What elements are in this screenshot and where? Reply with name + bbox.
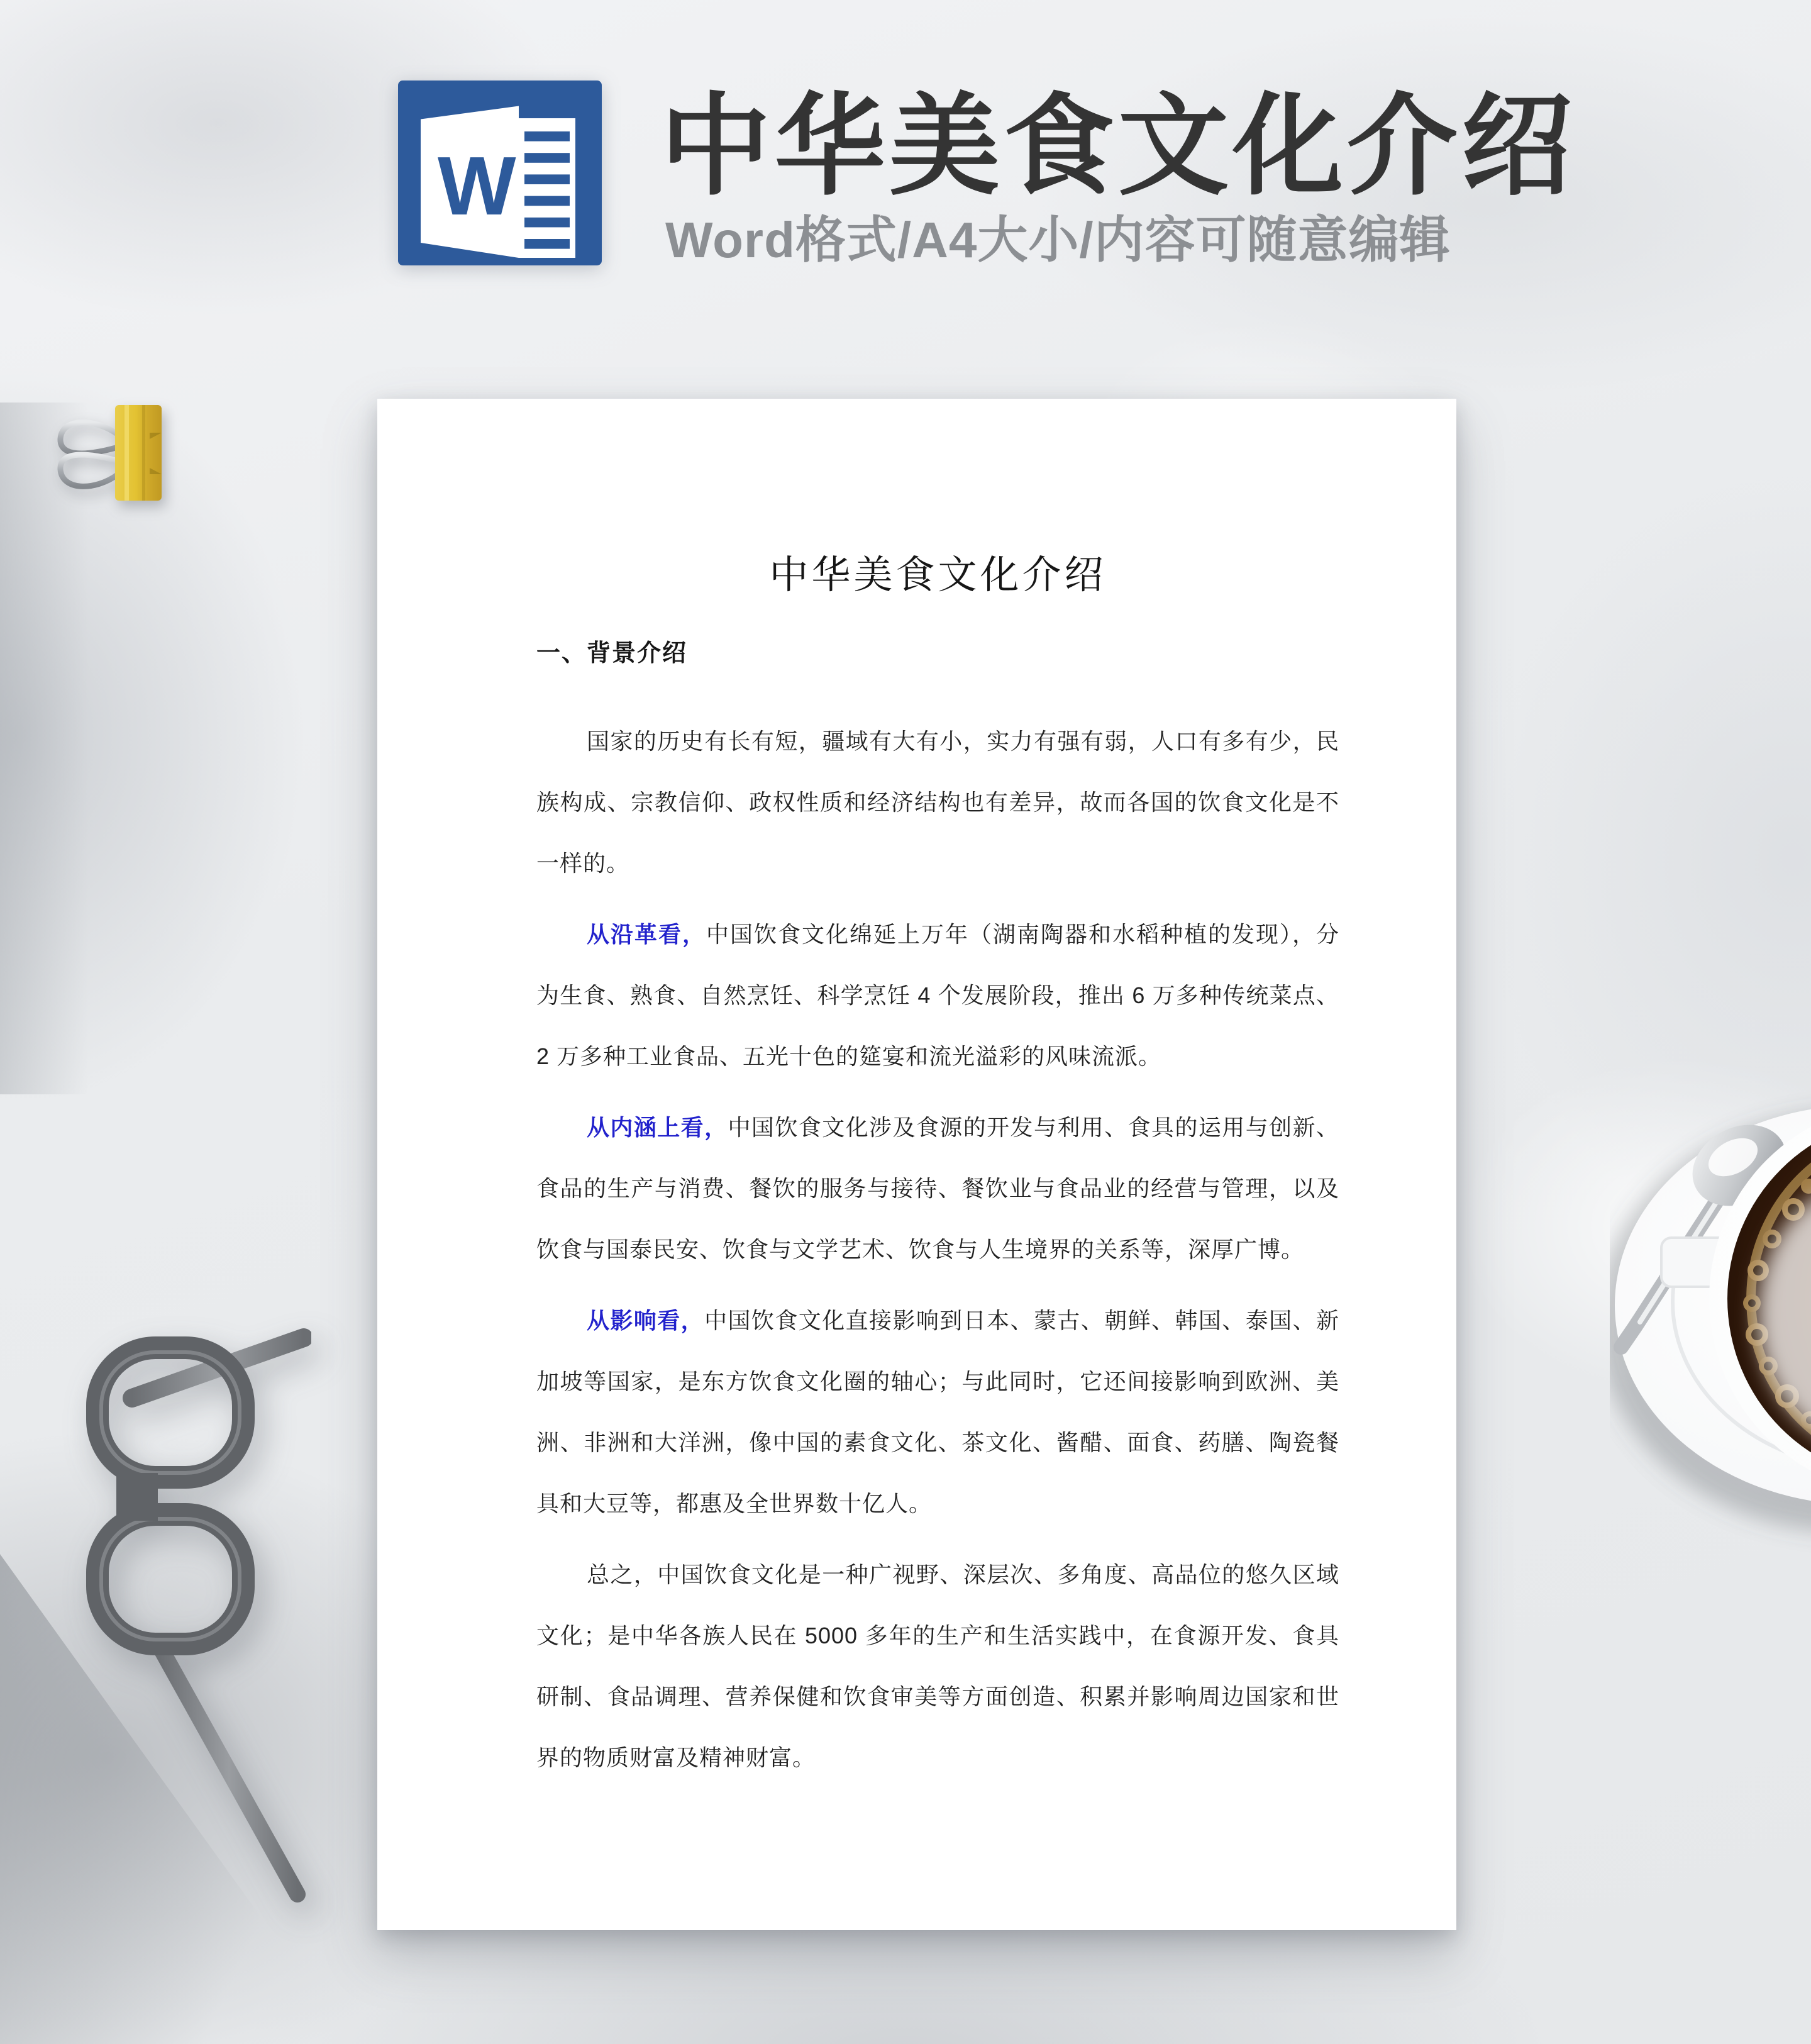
- paragraph-3-text: 中国饮食文化涉及食源的开发与利用、食具的运用与创新、食品的生产与消费、餐饮的服务与接待、餐饮业与食品业的经营与管理，以及饮食与国泰民安、饮食与文学艺术、饮食与人生境界的关系等，深厚广博。: [536, 1114, 1339, 1262]
- paragraph-2-lead: 从沿革看，: [587, 921, 706, 947]
- paragraph-1: [536, 711, 1339, 894]
- paragraph-4: [536, 1290, 1339, 1534]
- document-page: [377, 399, 1456, 1930]
- header-title: 中华美食文化介绍: [660, 85, 1576, 208]
- paragraph-2: [536, 904, 1339, 1087]
- paragraph-5-text: 总之，中国饮食文化是一种广视野、深层次、多角度、高品位的悠久区域文化；是中华各族人民在 5000 多年的生产和生活实践中，在食源开发、食具研制、食品调理、营养保健和饮食审美等方面创造、积累并影响周边国家和世界的物质财富及精神财富。: [536, 1562, 1339, 1770]
- eyeglasses-icon: [72, 1314, 311, 1918]
- paragraph-5: [536, 1544, 1339, 1788]
- paragraph-3-lead: 从内涵上看，: [587, 1114, 728, 1140]
- doc-heading: 一、背景介绍: [536, 640, 688, 667]
- paragraph-4-lead: 从影响看，: [587, 1308, 705, 1333]
- paragraph-2-text: 中国饮食文化绵延上万年（湖南陶器和水稻种植的发现），分为生食、熟食、自然烹饪、科学烹饪 4 个发展阶段，推出 6 万多种传统菜点、2 万多种工业食品、五光十色的筵宴和流光溢彩的风味流派。: [536, 921, 1339, 1069]
- coffee-cup-icon: [1610, 1063, 1811, 1560]
- paragraph-1-text: 国家的历史有长有短，疆域有大有小，实力有强有弱，人口有多有少，民族构成、宗教信仰、政权性质和经济结构也有差异，故而各国的饮食文化是不一样的。: [536, 728, 1339, 876]
- binder-clip-icon: [50, 400, 173, 507]
- paragraph-4-text: 中国饮食文化直接影响到日本、蒙古、朝鲜、韩国、泰国、新加坡等国家，是东方饮食文化圈的轴心；与此同时，它还间接影响到欧洲、美洲、非洲和大洋洲，像中国的素食文化、茶文化、酱醋、面食、药膳、陶瓷餐具和大豆等，都惠及全世界数十亿人。: [536, 1308, 1339, 1516]
- paragraph-3: [536, 1097, 1339, 1280]
- word-logo-icon: [398, 81, 602, 265]
- svg-text:W: W: [438, 140, 516, 232]
- header-subtitle: Word格式/A4大小/内容可随意编辑: [665, 212, 1451, 268]
- doc-title: 中华美食文化介绍: [769, 554, 1107, 597]
